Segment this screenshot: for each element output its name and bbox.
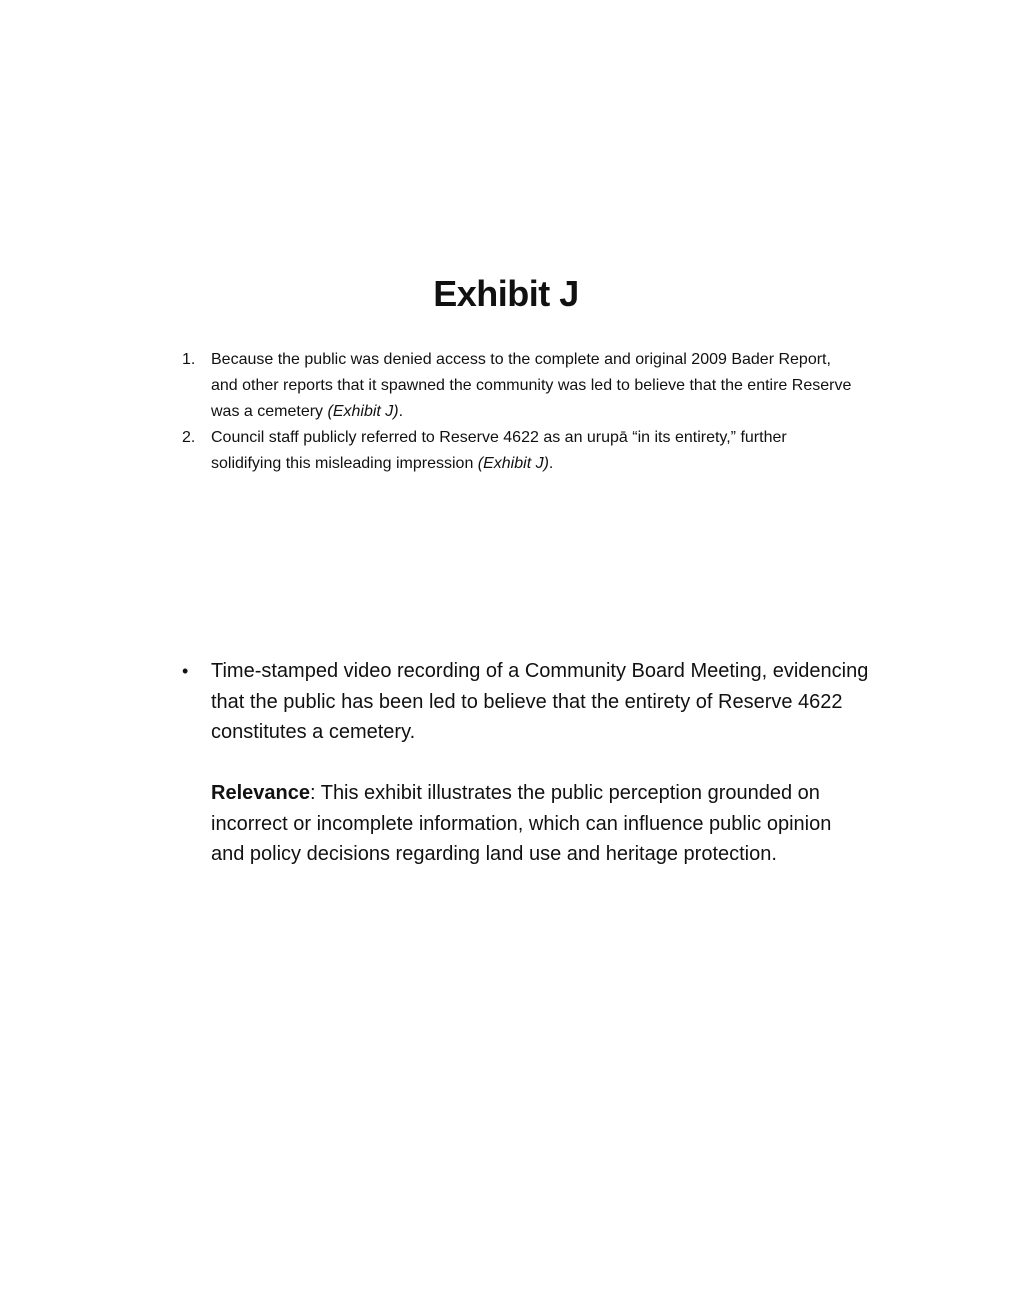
bullet-item (180, 656, 870, 870)
list-item (180, 347, 860, 425)
relevance-paragraph (211, 778, 870, 870)
list-item-text: Because the public was denied access to the complete and original 2009 Bader Report, and other reports that it spawned the community was led to believe that the entire Reserve was a cemetery (211, 351, 852, 420)
list-item (180, 425, 860, 477)
relevance-text: : This exhibit illustrates the public perception grounded on incorrect or incomplete information, which can influence public opinion and policy decisions regarding land use and heritage protection. (211, 782, 832, 865)
list-item-end: . (398, 403, 404, 420)
evidence-description: Time-stamped video recording of a Community Board Meeting, evidencing that the public has been led to believe that the entirety of Reserve 4622 constitutes a cemetery. (211, 660, 869, 743)
list-number: 1. (182, 351, 196, 368)
page-title: Exhibit J (433, 273, 579, 314)
list-number: 2. (182, 429, 196, 446)
list-item-text: Council staff publicly referred to Reserve 4622 as an urupā “in its entirety,” further solidifying this misleading impression (211, 429, 787, 472)
numbered-list (180, 347, 860, 477)
bullet-list (180, 656, 870, 870)
exhibit-citation: (Exhibit J) (477, 455, 549, 472)
exhibit-citation: (Exhibit J) (327, 403, 399, 420)
relevance-label: Relevance (211, 782, 310, 804)
bullet-marker: • (182, 661, 189, 681)
list-item-end: . (548, 455, 554, 472)
